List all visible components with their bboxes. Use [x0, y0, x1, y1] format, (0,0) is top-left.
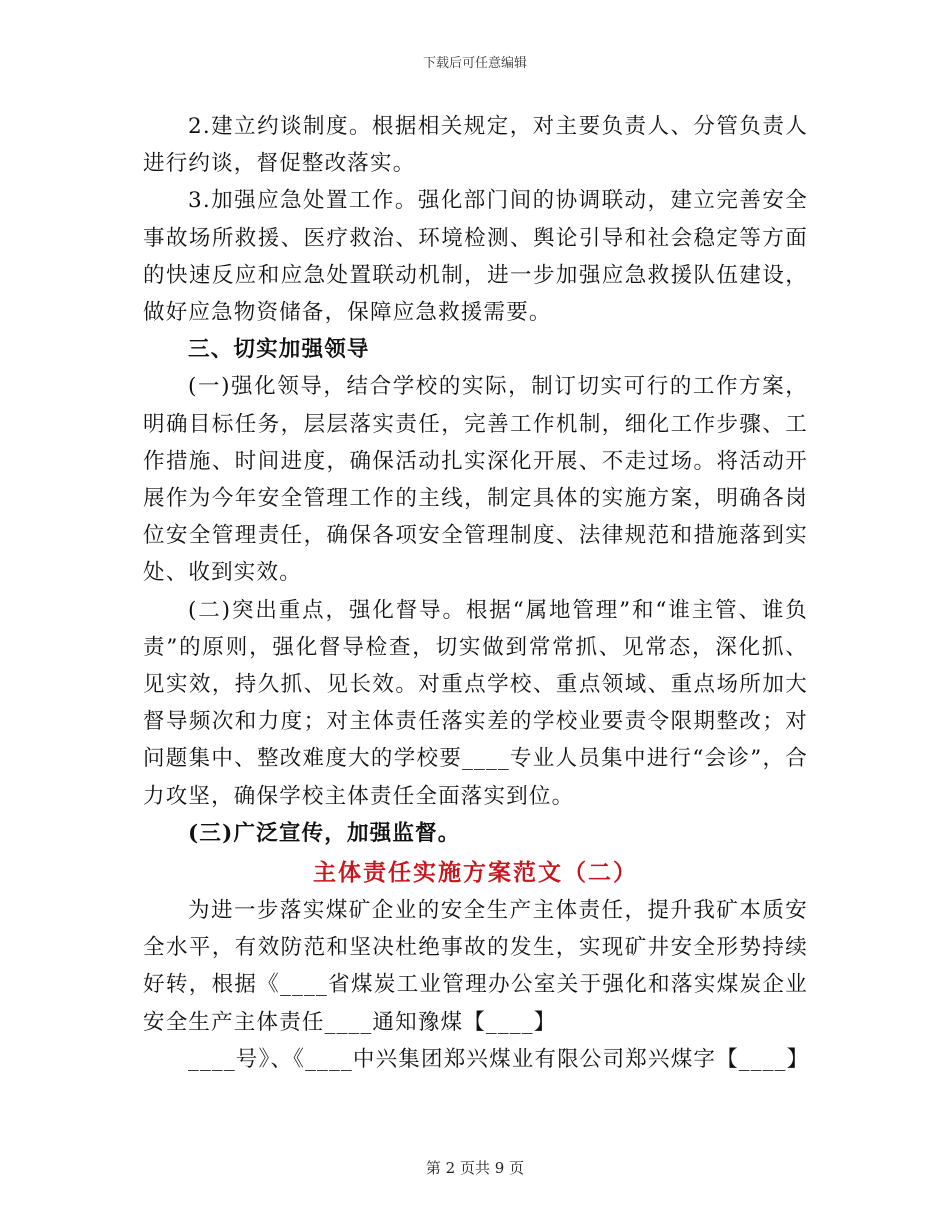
page-footer: 第 2 页共 9 页	[425, 1159, 525, 1177]
section-title-red: 主体责任实施方案范文（二）	[313, 859, 638, 887]
paragraph-emergency-response: 3.加强应急处置工作。强化部门间的协调联动，建立完善安全事故场所救援、医疗救治、环境检测、舆论引导和社会稳定等方面的快速反应和应急处置联动机制，进一步加强应急救援队伍建设，做好应急物资储备，保障应急救援需要。	[143, 188, 808, 326]
paragraph-document-reference: ____号》、《____中兴集团郑兴煤业有限公司郑兴煤字【____】	[188, 1046, 810, 1072]
page-header: 下载后可任意编辑	[422, 56, 527, 71]
paragraph-strengthen-leadership: (一)强化领导，结合学校的实际，制订切实可行的工作方案，明确目标任务，层层落实责任，完善工作机制，细化工作步骤、工作措施、时间进度，确保活动扎实深化开展、不走过场。将活动开展作为今年安全管理工作的主线，制定具体的实施方案，明确各岗位安全管理责任，确保各项安全管理制度、法律规范和措施落到实处、收到实效。	[143, 374, 808, 586]
document-body	[143, 108, 808, 1078]
paragraph-coal-safety-intro: 为进一步落实煤矿企业的安全生产主体责任，提升我矿本质安全水平，有效防范和坚决杜绝事故的发生，实现矿井安全形势持续好转，根据《____省煤炭工业管理办公室关于强化和落实煤炭企业安全生产主体责任____通知豫煤【____】	[143, 898, 808, 1035]
paragraph-interview-system: 2.建立约谈制度。根据相关规定，对主要负责人、分管负责人进行约谈，督促整改落实。	[143, 114, 808, 177]
paragraph-publicity: (三)广泛宣传，加强监督。	[188, 820, 461, 846]
paragraph-supervision: (二)突出重点，强化督导。根据“属地管理”和“谁主管、谁负责”的原则，强化督导检查，切实做到常常抓、见常态，深化抓、见实效，持久抓、见长效。对重点学校、重点领域、重点场所加大督导频次和力度；对主体责任落实差的学校业要责令限期整改；对问题集中、整改难度大的学校要____专业人员集中进行“会诊”，合力攻坚，确保学校主体责任全面落实到位。	[143, 597, 808, 809]
section-heading-leadership: 三、切实加强领导	[188, 337, 370, 363]
